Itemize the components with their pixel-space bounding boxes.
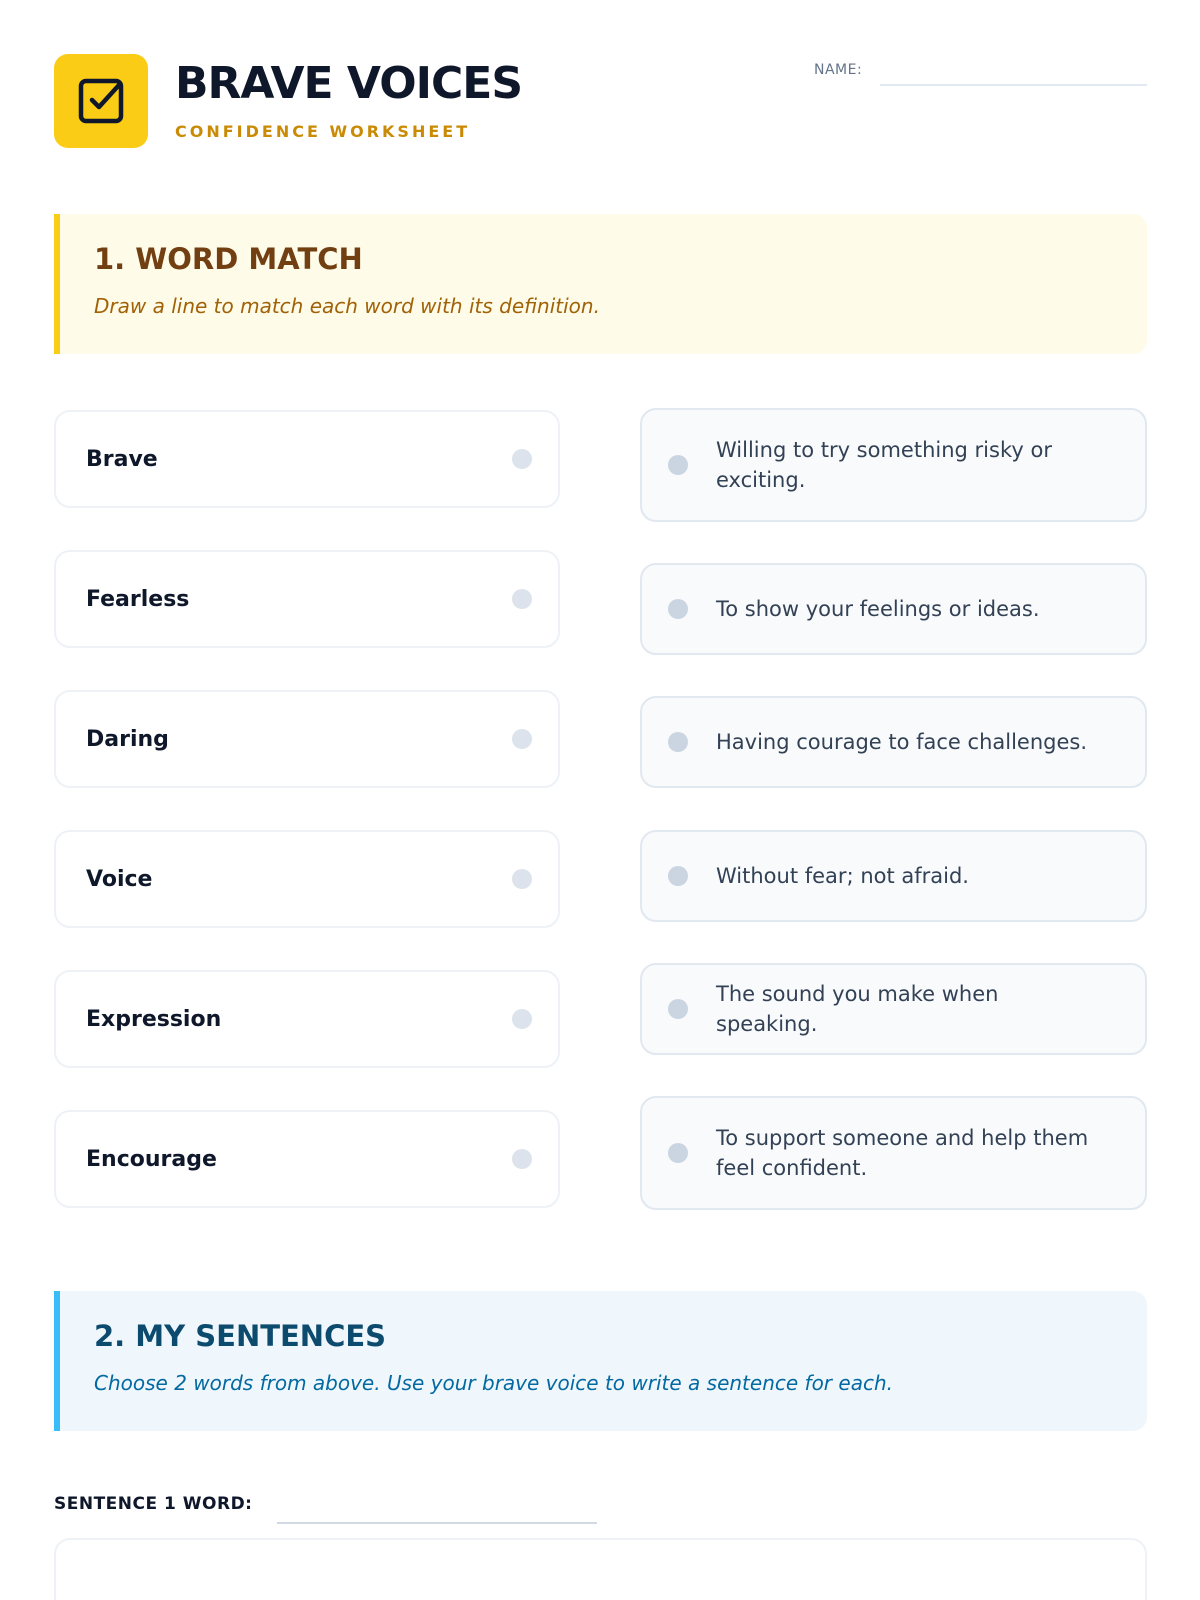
match-dot[interactable]: [668, 455, 688, 475]
section-word-match-banner: [54, 214, 1147, 354]
name-label: NAME:: [814, 62, 863, 78]
definition-card[interactable]: [640, 408, 1147, 522]
match-dot[interactable]: [668, 1143, 688, 1163]
section-title: 1. WORD MATCH: [94, 242, 363, 276]
definition-card[interactable]: [640, 963, 1147, 1055]
match-dot[interactable]: [512, 869, 532, 889]
word-card[interactable]: [54, 830, 560, 928]
match-dot[interactable]: [512, 589, 532, 609]
definition-text: The sound you make when speaking.: [716, 981, 999, 1036]
section-title: 2. MY SENTENCES: [94, 1319, 387, 1353]
section-my-sentences-banner: [54, 1291, 1147, 1431]
match-dot[interactable]: [668, 732, 688, 752]
match-dot[interactable]: [512, 1149, 532, 1169]
word-label: Brave: [86, 446, 158, 472]
word-card[interactable]: [54, 690, 560, 788]
section-instruction: Draw a line to match each word with its definition.: [94, 293, 600, 318]
definition-card[interactable]: [640, 563, 1147, 655]
word-label: Expression: [86, 1006, 222, 1032]
match-dot[interactable]: [668, 999, 688, 1019]
match-dot[interactable]: [668, 599, 688, 619]
match-dot[interactable]: [668, 866, 688, 886]
worksheet-header: [54, 54, 1147, 148]
sentence-1-word-line[interactable]: [277, 1522, 597, 1524]
word-label: Encourage: [86, 1146, 217, 1172]
definition-card[interactable]: [640, 696, 1147, 788]
section-instruction: Choose 2 words from above. Use your brave voice to write a sentence for each.: [94, 1370, 893, 1395]
match-dot[interactable]: [512, 1009, 532, 1029]
definition-text: Having courage to face challenges.: [716, 729, 1088, 754]
word-label: Fearless: [86, 586, 190, 612]
match-dot[interactable]: [512, 729, 532, 749]
name-field-line[interactable]: [880, 84, 1147, 86]
word-card[interactable]: [54, 970, 560, 1068]
word-label: Voice: [86, 866, 153, 892]
definition-text: To support someone and help them feel confident.: [716, 1125, 1089, 1180]
sentence-1-writing-box[interactable]: [54, 1538, 1147, 1600]
sentence-1-word-label: SENTENCE 1 WORD:: [54, 1494, 253, 1514]
match-dot[interactable]: [512, 449, 532, 469]
definition-card[interactable]: [640, 1096, 1147, 1210]
checkbox-icon: [75, 75, 127, 127]
page-subtitle: CONFIDENCE WORKSHEET: [175, 122, 471, 141]
word-card[interactable]: [54, 550, 560, 648]
logo-badge: [54, 54, 148, 148]
definition-text: Willing to try something risky or exciting.: [716, 437, 1052, 492]
word-label: Daring: [86, 726, 169, 752]
word-card[interactable]: [54, 410, 560, 508]
word-card[interactable]: [54, 1110, 560, 1208]
definition-card[interactable]: [640, 830, 1147, 922]
definition-text: To show your feelings or ideas.: [716, 596, 1040, 621]
page-title: BRAVE VOICES: [175, 58, 523, 109]
definition-text: Without fear; not afraid.: [716, 863, 969, 888]
